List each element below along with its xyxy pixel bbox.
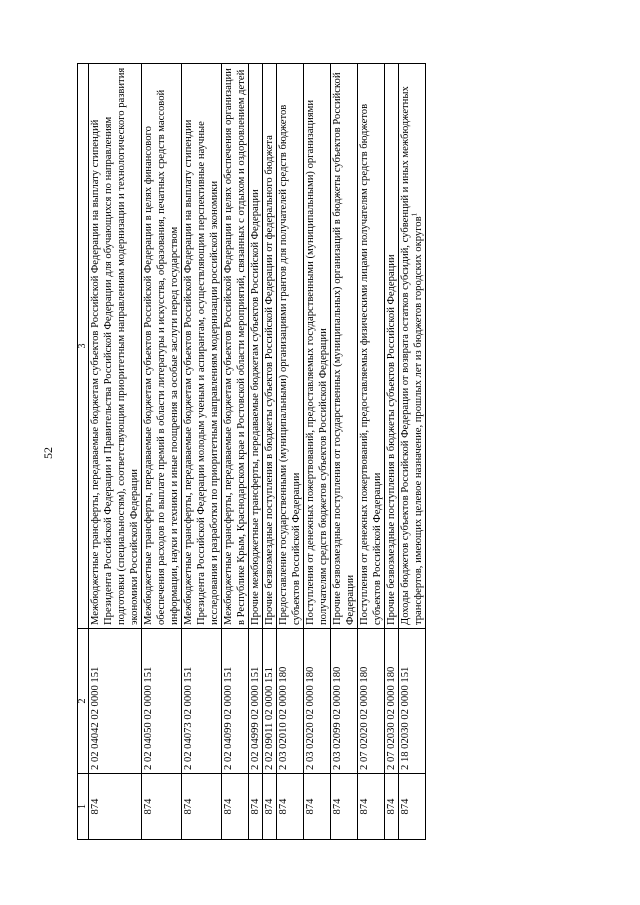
header-cell-1: 1 xyxy=(78,774,89,840)
table-row xyxy=(304,64,331,840)
admin-code-cell: 874 xyxy=(263,774,277,840)
table-row xyxy=(399,64,426,840)
table-row xyxy=(222,64,249,840)
table-row xyxy=(182,64,222,840)
table-row xyxy=(385,64,399,840)
revenue-code-cell: 2 07 02030 02 0000 180 xyxy=(385,629,399,774)
revenue-name-cell xyxy=(182,64,222,629)
revenue-code-cell: 2 02 04999 02 0000 151 xyxy=(249,629,263,774)
admin-code-cell: 874 xyxy=(249,774,263,840)
revenue-name-cell xyxy=(304,64,331,629)
revenue-code-cell: 2 03 02020 02 0000 180 xyxy=(304,629,331,774)
revenue-name-cell xyxy=(399,64,426,629)
table-row xyxy=(142,64,182,840)
revenue-name-cell xyxy=(358,64,385,629)
header-cell-2: 2 xyxy=(78,629,89,774)
revenue-name-text: Прочие безвозмездные поступления в бюджеты субъектов Российской Федерации от федерального бюджета xyxy=(264,135,275,625)
revenue-code-cell: 2 02 04050 02 0000 151 xyxy=(142,629,182,774)
revenue-name-text: Межбюджетные трансферты, передаваемые бюджетам субъектов Российской Федерации в целях финансового обеспечения расходов по выплате премий в области литературы и искусства, образования, печатных средств массовой информации, науки и техники и иные поощрения за особые заслуги перед государством xyxy=(143,89,180,625)
revenue-name-cell xyxy=(277,64,304,629)
table-row xyxy=(358,64,385,840)
revenue-code-cell: 2 02 09011 02 0000 151 xyxy=(263,629,277,774)
revenue-name-cell xyxy=(222,64,249,629)
admin-code-cell: 874 xyxy=(222,774,249,840)
revenue-code-cell: 2 07 02020 02 0000 180 xyxy=(358,629,385,774)
revenue-code-cell: 2 18 02030 02 0000 151 xyxy=(399,629,426,774)
revenue-code-cell: 2 03 02099 02 0000 180 xyxy=(331,629,358,774)
table-row xyxy=(249,64,263,840)
revenue-name-text: Доходы бюджетов субъектов Российской Федерации от возврата остатков субсидий, субвенций и иных межбюджетных трансфертов, имеющих целевое назначение, прошлых лет из бюджетов городских округов xyxy=(400,86,424,625)
footnote-marker: 1 xyxy=(410,212,419,217)
revenue-codes-table-frame xyxy=(77,64,535,840)
revenue-code-cell: 2 03 02010 02 0000 180 xyxy=(277,629,304,774)
admin-code-cell: 874 xyxy=(89,774,142,840)
table-row xyxy=(89,64,142,840)
admin-code-cell: 874 xyxy=(385,774,399,840)
admin-code-cell: 874 xyxy=(331,774,358,840)
revenue-name-text: Межбюджетные трансферты, передаваемые бюджетам субъектов Российской Федерации на выплату стипендий Президента Российской Федерации и Правительства Российской Федерации для обучающихся по направлениям подготовки (специальностям), соответствующим приоритетным направлениям модернизации и технологического развития экономики Российской Федерации xyxy=(90,67,140,625)
revenue-name-cell xyxy=(142,64,182,629)
revenue-codes-table xyxy=(77,63,426,840)
revenue-name-text: Межбюджетные трансферты, передаваемые бюджетам субъектов Российской Федерации на выплату стипендии Президента Российской Федерации молодым ученым и аспирантам, осуществляющим перспективные научные исследования и разработки по приоритетным направлениям модернизации российской экономики xyxy=(183,119,220,625)
revenue-name-text: Межбюджетные трансферты, передаваемые бюджетам субъектов Российской Федерации в целях обеспечения организации в Республике Крым, Краснодарском крае и Ростовской области мероприятий, связанных с отдыхом и оздоровлением детей xyxy=(223,68,247,625)
revenue-name-cell xyxy=(89,64,142,629)
table-header-row xyxy=(78,64,89,840)
revenue-code-cell: 2 02 04073 02 0000 151 xyxy=(182,629,222,774)
revenue-name-cell xyxy=(331,64,358,629)
revenue-name-text: Прочие межбюджетные трансферты, передаваемые бюджетам субъектов Российской Федерации xyxy=(250,189,261,625)
admin-code-cell: 874 xyxy=(358,774,385,840)
page-number: 52 xyxy=(41,447,55,459)
revenue-name-text: Прочие безвозмездные поступления от государственных (муниципальных) организаций в бюджеты субъектов Российской Федерации xyxy=(332,72,356,625)
admin-code-cell: 874 xyxy=(182,774,222,840)
revenue-name-cell xyxy=(263,64,277,629)
revenue-name-cell xyxy=(249,64,263,629)
table-row xyxy=(263,64,277,840)
rotated-table-container xyxy=(77,64,535,840)
admin-code-cell: 874 xyxy=(142,774,182,840)
revenue-name-text: Прочие безвозмездные поступления в бюджеты субъектов Российской Федерации xyxy=(386,254,397,625)
revenue-name-text: Поступления от денежных пожертвований, предоставляемых государственными (муниципальными) организациями получателям средств бюджетов субъектов Российской Федерации xyxy=(305,99,329,625)
revenue-name-cell xyxy=(385,64,399,629)
revenue-name-text: Предоставление государственными (муниципальными) организациями грантов для получателей средств бюджетов субъектов Российской Федерации xyxy=(278,104,302,625)
admin-code-cell: 874 xyxy=(304,774,331,840)
admin-code-cell: 874 xyxy=(277,774,304,840)
revenue-name-text: Поступления от денежных пожертвований, предоставляемых физическими лицами получателям средств бюджетов субъектов Российской Федерации xyxy=(359,103,383,625)
table-row xyxy=(277,64,304,840)
header-cell-3: 3 xyxy=(78,64,89,629)
revenue-code-cell: 2 02 04042 02 0000 151 xyxy=(89,629,142,774)
revenue-code-cell: 2 02 04099 02 0000 151 xyxy=(222,629,249,774)
admin-code-cell: 874 xyxy=(399,774,426,840)
table-row xyxy=(331,64,358,840)
